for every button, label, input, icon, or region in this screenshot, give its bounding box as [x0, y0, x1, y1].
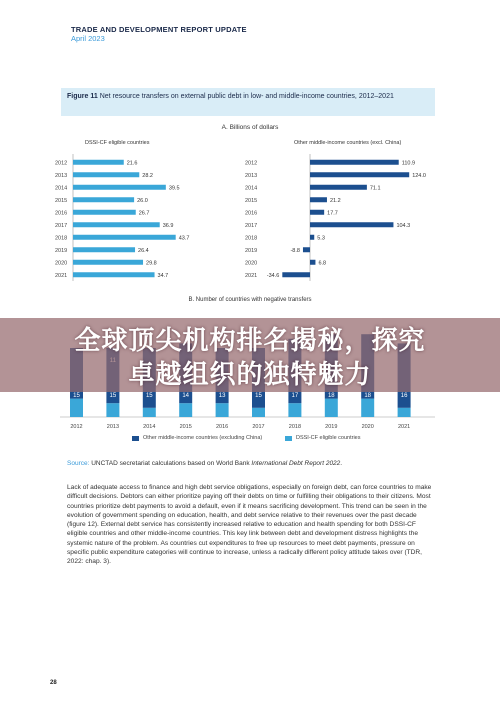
figure-number: Figure 11 [67, 93, 98, 100]
dssi-data-label: 39.5 [168, 185, 180, 192]
overlay-headline-line2: 卓越组织的独特魅力 [128, 360, 372, 390]
mic-bar [310, 222, 393, 227]
b-bar-dssi [252, 408, 265, 417]
mic-tick-label: 2012 [245, 160, 258, 167]
dssi-data-label: 29.8 [146, 260, 157, 267]
middle-income-bar-chart [240, 150, 440, 282]
mic-bar [310, 197, 327, 202]
mic-bar [310, 172, 409, 177]
mic-tick-label: 2017 [245, 222, 258, 229]
dssi-bar-chart [50, 150, 250, 282]
mic-tick-label: 2018 [245, 235, 258, 242]
mic-data-label: 110.9 [401, 160, 416, 167]
dssi-tick-label: 2018 [55, 235, 68, 242]
b-bar-dssi [106, 403, 119, 417]
b-tick-label: 2012 [70, 424, 83, 430]
dssi-data-label: 28.2 [142, 172, 153, 179]
page-number: 28 [50, 680, 57, 686]
body-paragraph: Lack of adequate access to finance and high debt service obligations, especially on foreign debt, can force countries to make difficult decisions. Debtors can either prioritize paying off their debts on time or fulfilling their obligations to their citizens. Most countries prioritize debt payments to avoid a default, even if it means sacrificing development. This trend can be seen in the evolution of government spending on education, health, and debt service relative to their revenues over the past decade (figure 12). External debt service has consistently increased relative to education and health spending for both DSSI-CF eligible countries and other middle-income countries. This key link between debt and development distress highlights the systemic nature of the problem. As countries cut expenditures to free up resources to meet debt payments, pressure on specific public expenditure categories will continue to increase, unless a radically different policy attitude takes over (TDR, 2022: chap. 3). [67, 484, 432, 566]
b-tick-label: 2015 [179, 424, 192, 430]
mic-tick-label: 2021 [245, 272, 258, 279]
right-chart-title: Other middle-income countries (excl. China) [294, 140, 402, 146]
legend-label-other-mic: Other middle-income countries (excluding China) [143, 435, 263, 441]
legend-label-dssi: DSSI-CF eligible countries [296, 435, 361, 441]
b-tick-label: 2019 [325, 424, 338, 430]
legend-dssi [285, 435, 361, 441]
mic-data-label: 71.1 [369, 185, 381, 192]
dssi-bar [73, 160, 124, 165]
dssi-bar [73, 185, 166, 190]
b-bar-dssi [143, 408, 156, 417]
mic-data-label: 17.7 [327, 210, 338, 217]
dssi-tick-label: 2013 [55, 172, 68, 179]
dssi-bar [73, 210, 136, 215]
b-data-label: 15 [73, 393, 80, 399]
b-tick-label: 2020 [361, 424, 374, 430]
dssi-bar [73, 272, 155, 277]
mic-data-label: 21.2 [329, 197, 341, 204]
dssi-data-label: 26.0 [137, 197, 148, 204]
dssi-tick-label: 2014 [55, 185, 68, 192]
dssi-data-label: 26.7 [138, 210, 150, 217]
mic-bar [310, 160, 399, 165]
mic-data-label: 6.8 [318, 260, 327, 267]
overlay-headline-line1: 全球顶尖机构排名揭秘，探究 [74, 326, 426, 356]
source-end: . [340, 460, 343, 467]
dssi-tick-label: 2015 [55, 197, 68, 204]
b-bar-dssi [216, 403, 229, 417]
b-data-label: 15 [109, 393, 117, 399]
b-bar-dssi [325, 399, 338, 417]
dssi-tick-label: 2012 [55, 160, 68, 167]
b-bar-dssi [70, 399, 83, 417]
mic-tick-label: 2015 [245, 197, 258, 204]
mic-data-label: -34.6 [266, 272, 280, 279]
dssi-bar [73, 222, 160, 227]
b-data-label: 18 [327, 393, 335, 399]
b-tick-label: 2018 [288, 424, 302, 430]
dssi-bar [73, 260, 143, 265]
b-bar-dssi [361, 399, 374, 417]
dssi-data-label: 43.7 [178, 235, 190, 242]
left-chart-title: DSSI-CF eligible countries [85, 140, 150, 146]
b-data-label: 18 [364, 393, 372, 399]
mic-tick-label: 2013 [245, 172, 258, 179]
b-tick-label: 2016 [215, 424, 229, 430]
mic-data-label: 104.3 [396, 222, 411, 229]
panel-a-title: A. Billions of dollars [221, 124, 279, 131]
b-data-label: 17 [291, 393, 299, 399]
figure-source [67, 460, 342, 467]
dssi-data-label: 34.7 [157, 272, 169, 279]
b-bar-dssi [398, 408, 411, 417]
mic-tick-label: 2020 [245, 260, 258, 267]
b-tick-label: 2014 [143, 424, 156, 430]
dssi-bar [73, 172, 139, 177]
figure-title: Net resource transfers on external public debt in low- and middle-income countries, 2012–2021 [99, 93, 394, 100]
b-tick-label: 2013 [106, 424, 120, 430]
figure-title-band [61, 88, 435, 116]
dssi-bar [73, 197, 134, 202]
dssi-tick-label: 2020 [55, 260, 68, 267]
report-date: April 2023 [71, 34, 105, 43]
mic-bar [282, 272, 310, 277]
dssi-data-label: 36.9 [162, 222, 174, 229]
dssi-tick-label: 2021 [55, 272, 68, 279]
dssi-tick-label: 2016 [55, 210, 68, 217]
mic-bar [310, 235, 314, 240]
source-text: UNCTAD secretariat calculations based on World Bank [91, 460, 252, 467]
dssi-tick-label: 2019 [55, 247, 68, 254]
source-italic: International Debt Report 2022 [251, 460, 341, 467]
mic-data-label: -8.8 [290, 247, 300, 254]
legend-other-mic [132, 435, 262, 441]
source-label: Source: [67, 460, 90, 467]
b-data-label: 15 [255, 393, 262, 399]
mic-bar [310, 260, 315, 265]
b-bar-dssi [288, 403, 301, 417]
b-data-label: 16 [400, 393, 408, 399]
mic-bar [310, 210, 324, 215]
mic-bar [303, 247, 310, 252]
panel-b-title: B. Number of countries with negative transfers [188, 297, 312, 303]
legend-swatch-dark [132, 436, 139, 441]
b-bar-dssi [179, 403, 192, 417]
report-title: TRADE AND DEVELOPMENT REPORT UPDATE [71, 25, 247, 34]
mic-tick-label: 2014 [245, 185, 258, 192]
mic-data-label: 124.0 [412, 172, 426, 179]
b-data-label: 13 [218, 393, 226, 399]
dssi-data-label: 21.6 [126, 160, 138, 167]
b-tick-label: 2017 [252, 424, 265, 430]
b-tick-label: 2021 [397, 424, 411, 430]
mic-bar [310, 185, 367, 190]
mic-tick-label: 2019 [245, 247, 258, 254]
mic-tick-label: 2016 [245, 210, 258, 217]
dssi-bar [73, 247, 135, 252]
b-data-label: 14 [182, 393, 190, 399]
dssi-bar [73, 235, 176, 240]
dssi-data-label: 26.4 [138, 247, 149, 254]
legend-swatch-light [285, 436, 292, 441]
b-data-label: 15 [145, 393, 153, 399]
dssi-tick-label: 2017 [55, 222, 68, 229]
mic-data-label: 5.3 [317, 235, 325, 242]
